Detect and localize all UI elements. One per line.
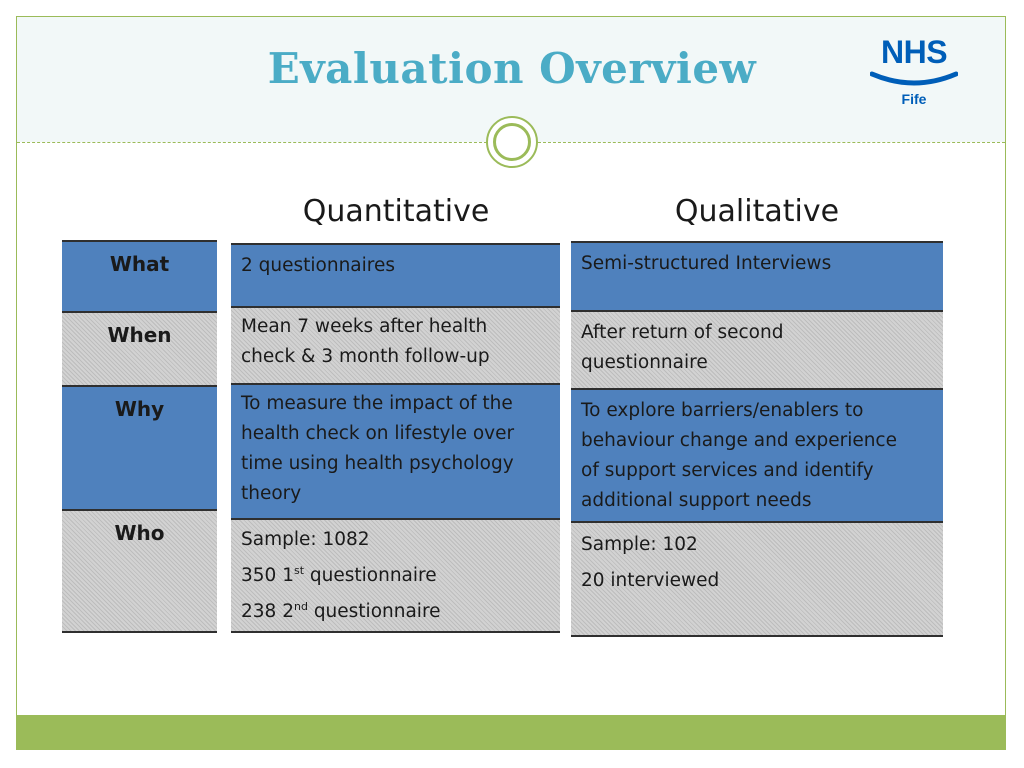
cell-text: 238 2nd questionnaire <box>241 599 441 622</box>
cell-text: questionnaire <box>581 352 708 373</box>
cell-text: Semi-structured Interviews <box>581 253 832 274</box>
slide-title: Evaluation Overview <box>267 44 757 93</box>
cell-text: 2 questionnaires <box>241 255 395 276</box>
qualitative-when-cell <box>571 310 943 388</box>
qualitative-who-cell <box>571 521 943 637</box>
quantitative-why-cell <box>231 383 560 518</box>
cell-text: time using health psychology <box>241 453 514 474</box>
qualitative-why-cell <box>571 388 943 521</box>
quantitative-who-cell <box>231 518 560 633</box>
cell-text: After return of second <box>581 322 784 343</box>
row-label-who: Who <box>62 509 217 633</box>
footer-bar <box>17 715 1005 749</box>
cell-text: theory <box>241 483 302 504</box>
cell-text: 350 1st questionnaire <box>241 563 437 586</box>
cell-text: health check on lifestyle over <box>241 423 515 444</box>
row-label-what: What <box>62 240 217 311</box>
row-label-why: Why <box>62 385 217 509</box>
cell-text: behaviour change and experience <box>581 430 897 451</box>
logo-fife-text: Fife <box>901 91 927 107</box>
logo-nhs-text: NHS <box>880 34 948 70</box>
heading-quantitative: Quantitative <box>302 194 490 229</box>
quantitative-when-cell <box>231 306 560 383</box>
cell-text: To measure the impact of the <box>241 393 513 414</box>
cell-text: of support services and identify <box>581 460 874 481</box>
cell-text: check & 3 month follow-up <box>241 346 490 367</box>
heading-qualitative: Qualitative <box>674 194 840 229</box>
title-divider-left <box>17 142 487 143</box>
row-label-when: When <box>62 311 217 385</box>
cell-text: 20 interviewed <box>581 570 720 591</box>
cell-text: To explore barriers/enablers to <box>581 400 864 421</box>
ring-ornament-icon <box>486 116 538 168</box>
logo-wave-icon <box>870 70 958 90</box>
cell-text: Sample: 1082 <box>241 529 370 550</box>
qualitative-what-cell <box>571 241 943 310</box>
cell-text: additional support needs <box>581 490 812 511</box>
nhs-fife-logo-icon <box>866 34 962 114</box>
quantitative-what-cell <box>231 243 560 306</box>
cell-text: Mean 7 weeks after health <box>241 316 488 337</box>
title-divider-right <box>538 142 1005 143</box>
cell-text: Sample: 102 <box>581 534 698 555</box>
